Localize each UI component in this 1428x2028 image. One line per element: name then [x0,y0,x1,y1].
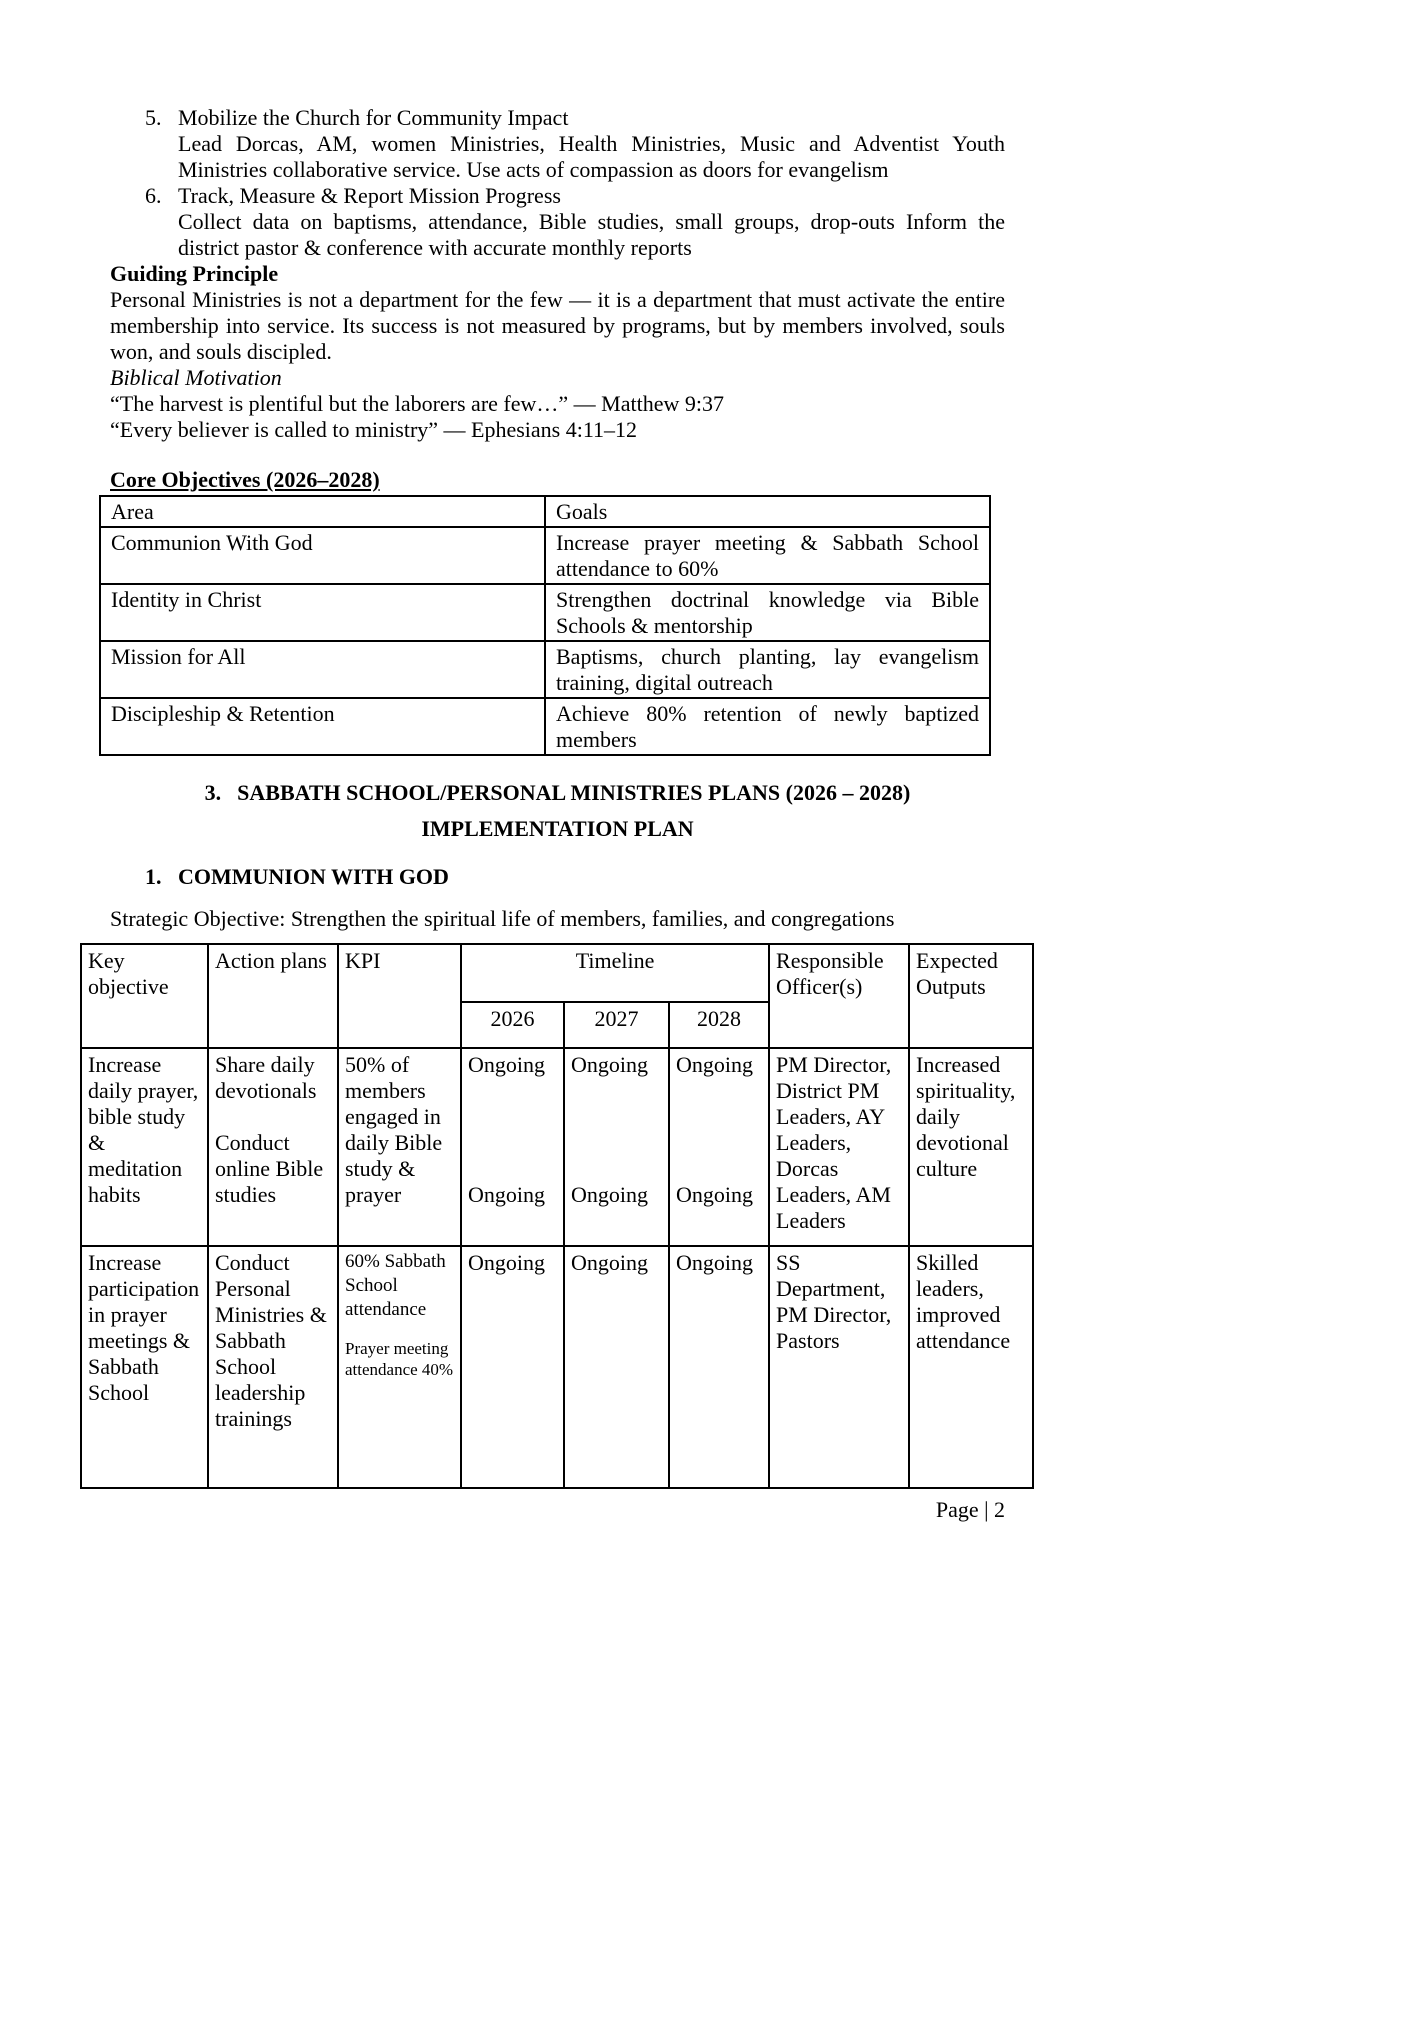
plan-row1-action-b: Conduct online Bible studies [215,1130,324,1207]
plan-row1-2028-cell [669,1048,769,1246]
plan-row1-action-plans-cell [208,1048,338,1246]
core-objectives-table [99,495,991,756]
col-header-responsible-officers: Responsible Officer(s) [769,944,909,1048]
strategic-objective: Strategic Objective: Strengthen the spiritual life of members, families, and congregations [110,906,895,931]
plan-row2-expected-cell: Skilled leaders, improved attendance [909,1246,1033,1488]
core-area-cell: Communion With God [100,527,545,584]
plan-row1-2026-cell [461,1048,564,1246]
plan-row1-2026-status-b: Ongoing [468,1182,545,1207]
core-area-cell: Identity in Christ [100,584,545,641]
list-item-5 [110,105,1005,131]
plan-row1-2028-status-a: Ongoing [676,1052,753,1077]
plan-row1-responsible-cell: PM Director, District PM Leaders, AY Leaders, Dorcas Leaders, AM Leaders [769,1048,909,1246]
document-content [88,105,1016,1523]
plan-row1-expected-cell: Increased spirituality, daily devotional culture [909,1048,1033,1246]
core-goal-cell: Strengthen doctrinal knowledge via Bible Schools & mentorship [545,584,990,641]
core-area-cell: Discipleship & Retention [100,698,545,755]
core-col-header-goals: Goals [545,496,990,527]
implementation-plan-wrapper [80,943,1016,1489]
plan-row2-kpi-b: Prayer meeting attendance 40% [345,1339,454,1379]
implementation-plan-table [80,943,1034,1489]
core-goal-cell: Increase prayer meeting & Sabbath School attendance to 60% [545,527,990,584]
table-row [100,527,990,584]
plan-row2-2027-cell: Ongoing [564,1246,669,1488]
section-heading [110,780,1005,806]
plan-row2-kpi-a: 60% Sabbath School attendance [345,1251,446,1320]
plan-row2-2028-cell: Ongoing [669,1246,769,1488]
col-header-year-2027: 2027 [564,1002,669,1048]
col-header-key-objective: Key objective [81,944,208,1048]
col-header-action-plans: Action plans [208,944,338,1048]
list-item-5-number: 5. [145,105,162,130]
table-row [100,641,990,698]
list-item-6-title: Track, Measure & Report Mission Progress [178,183,561,208]
plan-row-1 [81,1048,1033,1246]
plan-row1-2027-cell [564,1048,669,1246]
guiding-principle-body: Personal Ministries is not a department for the few — it is a department that must activate the entire membership into service. Its success is not measured by programs, but by members involved, souls won, and souls discipled. [110,287,1005,364]
section-subtitle: IMPLEMENTATION PLAN [421,816,694,841]
core-table-header-row [100,496,990,527]
bible-quote-2: “Every believer is called to ministry” — Ephesians 4:11–12 [110,417,638,442]
col-header-year-2026: 2026 [461,1002,564,1048]
col-header-expected-outputs: Expected Outputs [909,944,1033,1048]
biblical-motivation-heading: Biblical Motivation [110,365,282,390]
plan-row2-responsible-cell: SS Department, PM Director, Pastors [769,1246,909,1488]
subsection-title: COMMUNION WITH GOD [178,864,449,889]
table-row [100,584,990,641]
section-number: 3. [204,780,222,805]
core-col-header-area: Area [100,496,545,527]
plan-row1-2026-status-a: Ongoing [468,1052,545,1077]
plan-row-2 [81,1246,1033,1488]
subsection-heading [110,864,1005,890]
col-header-timeline: Timeline [461,944,769,1002]
subsection-number: 1. [145,864,162,889]
core-goal-cell: Achieve 80% retention of newly baptized members [545,698,990,755]
list-item-5-title: Mobilize the Church for Community Impact [178,105,569,130]
plan-header-row [81,944,1033,1002]
section-title: SABBATH SCHOOL/PERSONAL MINISTRIES PLANS (2026 – 2028) [237,780,911,805]
guiding-principle-heading: Guiding Principle [110,261,279,286]
plan-row1-2027-status-a: Ongoing [571,1052,648,1077]
table-row [100,698,990,755]
plan-row2-key-objective-cell: Increase participation in prayer meetings & Sabbath School [81,1246,208,1488]
list-item-5-body: Lead Dorcas, AM, women Ministries, Health Ministries, Music and Adventist Youth Ministries collaborative service. Use acts of compassion as doors for evangelism [178,131,1005,182]
list-item-6-body: Collect data on baptisms, attendance, Bible studies, small groups, drop-outs Inform the district pastor & conference with accurate monthly reports [178,209,1005,260]
core-area-cell: Mission for All [100,641,545,698]
plan-row1-2027-status-b: Ongoing [571,1182,648,1207]
plan-row2-kpi-cell [338,1246,461,1488]
page-number-footer: Page | 2 [935,1497,1005,1522]
list-item-6-number: 6. [145,183,162,208]
plan-row1-action-a: Share daily devotionals [215,1052,317,1103]
plan-row2-action-plans-cell: Conduct Personal Ministries & Sabbath School leadership trainings [208,1246,338,1488]
col-header-year-2028: 2028 [669,1002,769,1048]
list-item-6 [110,183,1005,209]
plan-row1-2028-status-b: Ongoing [676,1182,753,1207]
plan-row1-kpi-cell: 50% of members engaged in daily Bible study & prayer [338,1048,461,1246]
core-goal-cell: Baptisms, church planting, lay evangelism training, digital outreach [545,641,990,698]
core-objectives-heading: Core Objectives (2026–2028) [110,467,380,492]
bible-quote-1: “The harvest is plentiful but the laborers are few…” — Matthew 9:37 [110,391,724,416]
col-header-kpi: KPI [338,944,461,1048]
plan-row2-2026-cell: Ongoing [461,1246,564,1488]
plan-row1-key-objective-cell: Increase daily prayer, bible study & meditation habits [81,1048,208,1246]
